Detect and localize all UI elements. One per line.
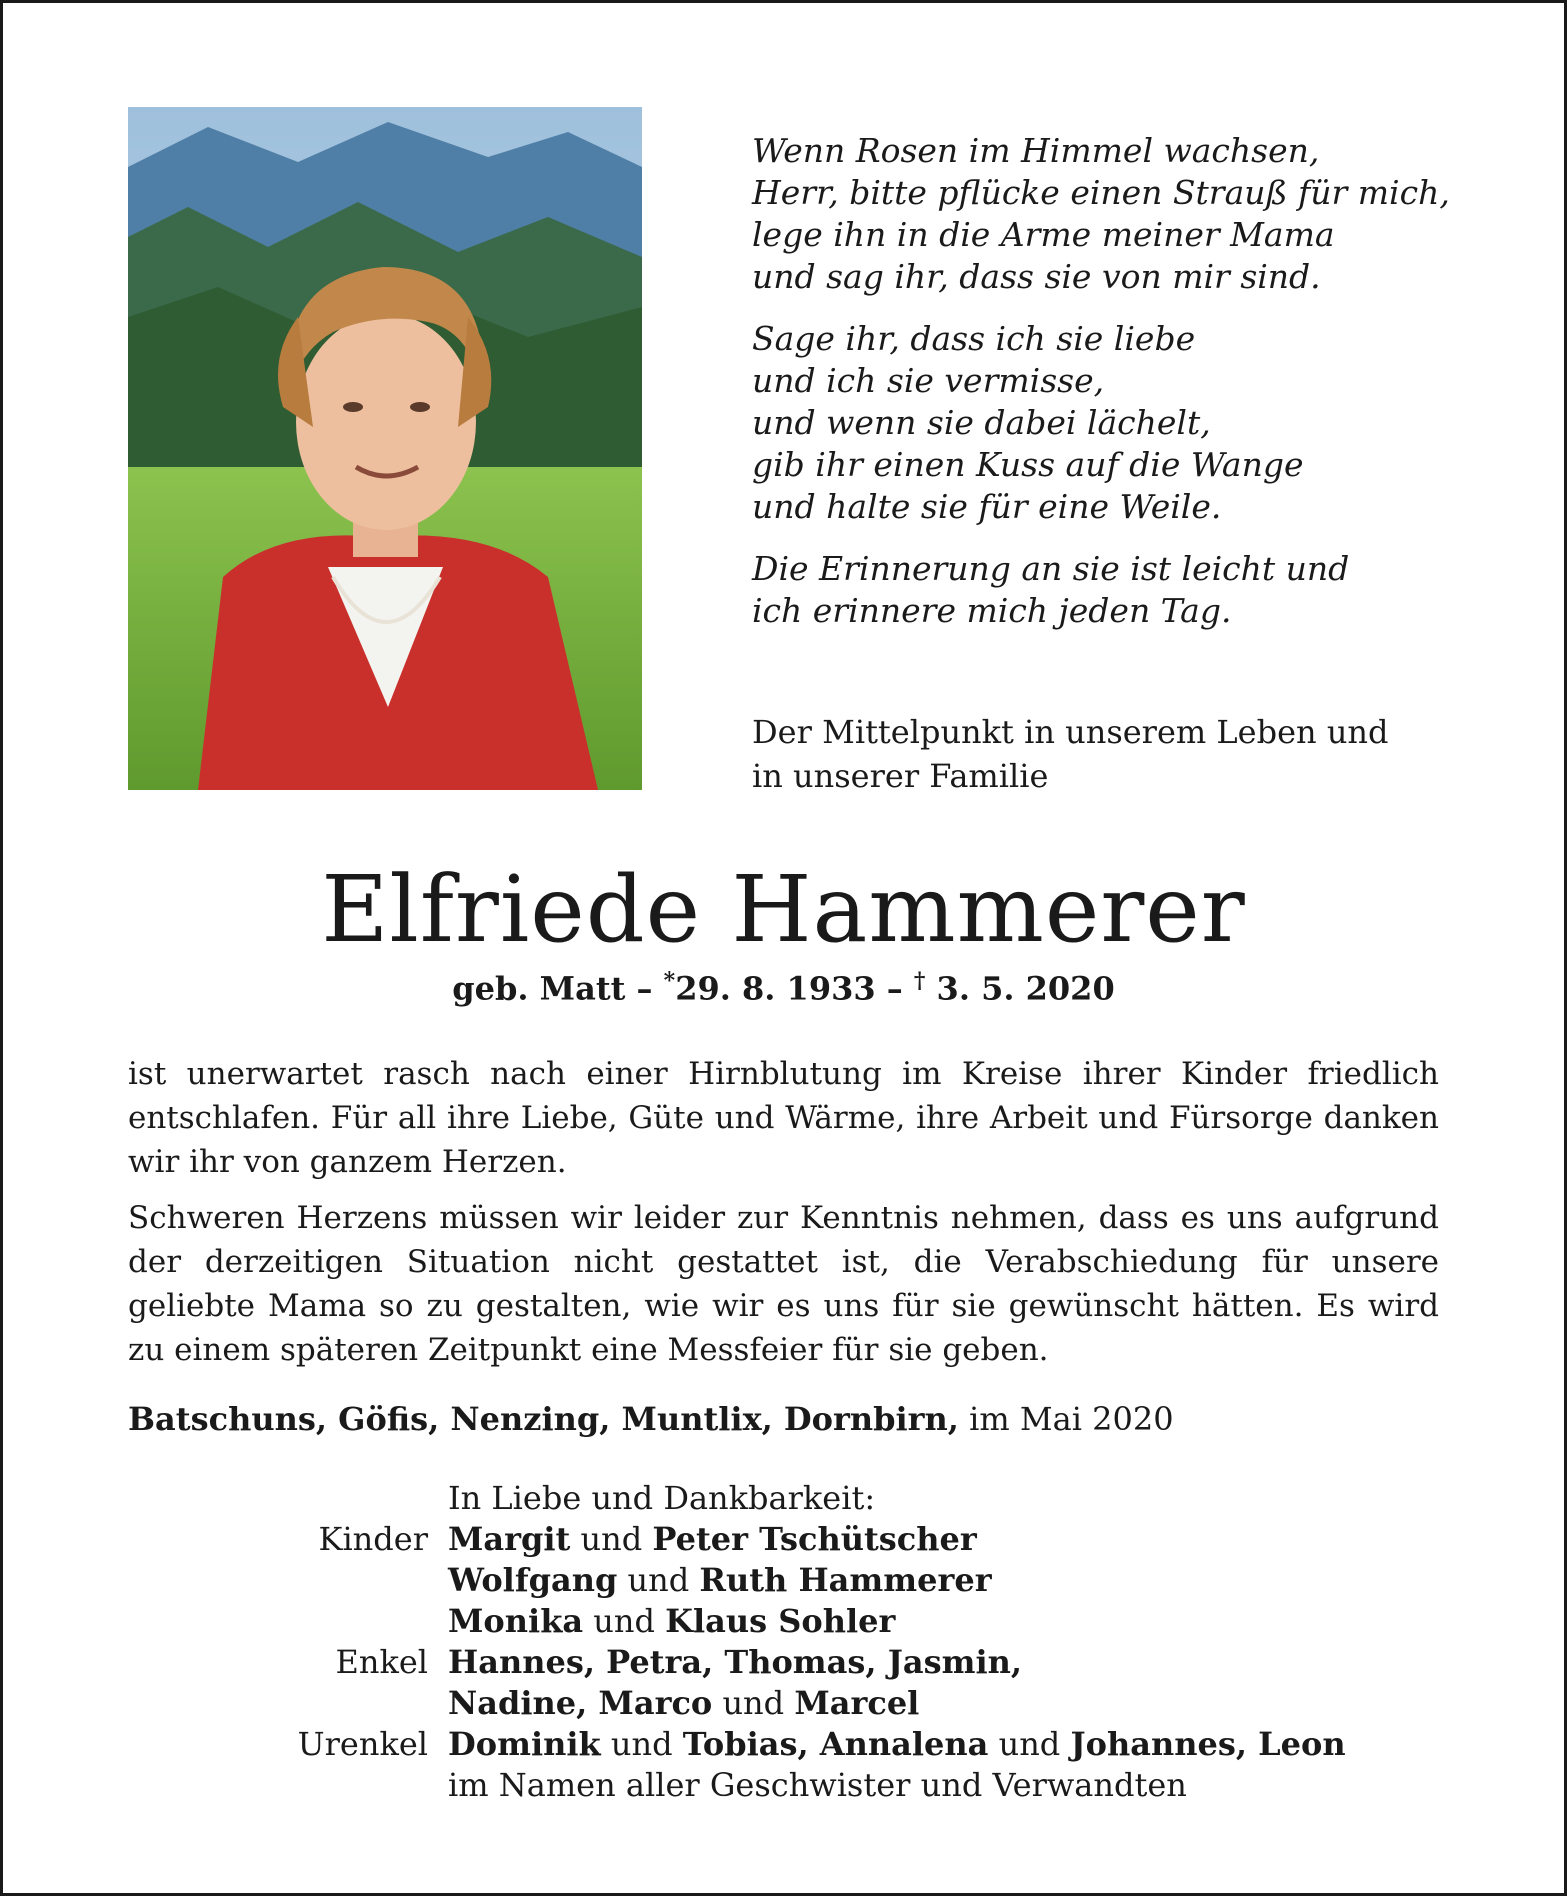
mourners-row [128, 1478, 1458, 1519]
mourner-name: Klaus Sohler [665, 1602, 896, 1640]
mourners-row [128, 1642, 1458, 1683]
mourners-row [128, 1519, 1458, 1560]
mourner-name: Johannes, Leon [1070, 1725, 1346, 1763]
place-and-date [128, 1400, 1174, 1438]
mourners-row [128, 1724, 1458, 1765]
death-date: 3. 5. 2020 [925, 969, 1115, 1008]
mourners-row [128, 1765, 1458, 1806]
portrait-photo [128, 107, 642, 790]
mourner-name: Nadine, Marco [448, 1684, 713, 1722]
mourner-names [448, 1519, 977, 1560]
mourner-name: Ruth Hammerer [699, 1561, 992, 1599]
life-dates [128, 968, 1439, 1008]
mourner-name: Monika [448, 1602, 584, 1640]
poem-line: Die Erinnerung an sie ist leicht und [752, 549, 1350, 588]
mourner-names [448, 1642, 1022, 1683]
mourner-name: Wolfgang [448, 1561, 618, 1599]
mourners-closing: im Namen aller Geschwister und Verwandten [448, 1766, 1187, 1804]
announcement-body [128, 1052, 1439, 1384]
mourner-name: Hannes, Petra, Thomas, Jasmin, [448, 1643, 1022, 1681]
conjunction: und [570, 1520, 653, 1558]
poem-stanza [752, 548, 1472, 632]
mourners-row [128, 1560, 1458, 1601]
family-center-line: Der Mittelpunkt in unserem Leben und [752, 713, 1389, 751]
poem-line: Wenn Rosen im Himmel wachsen, [752, 131, 1320, 170]
mourner-name: Tobias, Annalena [682, 1725, 989, 1763]
mourner-name: Marcel [794, 1684, 920, 1722]
poem-stanza [752, 318, 1472, 528]
mourners-row [128, 1601, 1458, 1642]
poem-line: lege ihn in die Arme meiner Mama [752, 215, 1335, 254]
announcement-paragraph: Schweren Herzens müssen wir leider zur Kenntnis nehmen, dass es uns aufgrund der derzeitigen Situation nicht gestattet ist, die Verabschiedung für unsere geliebte Mama so zu gestalten, wie wir es uns für sie gewünscht hätten. Es wird zu einem späteren Zeitpunkt eine Messfeier für sie geben. [128, 1200, 1439, 1368]
places: Batschuns, Göfis, Nenzing, Muntlix, Dornbirn, [128, 1400, 959, 1438]
poem-line: und wenn sie dabei lächelt, [752, 403, 1211, 442]
birth-mark: * [663, 968, 676, 994]
poem-line: Herr, bitte pflücke einen Strauß für mich, [752, 173, 1450, 212]
mourner-name: Peter Tschütscher [652, 1520, 977, 1558]
role-label [128, 1601, 448, 1642]
mourners-row [128, 1683, 1458, 1724]
date-separator: – [875, 969, 914, 1008]
conjunction: und [712, 1684, 795, 1722]
announcement-date: im Mai 2020 [958, 1400, 1174, 1438]
poem-line: und ich sie vermisse, [752, 361, 1105, 400]
mourner-names [448, 1560, 992, 1601]
maiden-name: geb. Matt – [452, 969, 664, 1008]
role-label [128, 1560, 448, 1601]
deceased-name: Elfriede Hammerer [321, 856, 1246, 963]
role-label: Kinder [318, 1520, 428, 1558]
conjunction: und [617, 1561, 700, 1599]
role-label [128, 1478, 448, 1519]
mourner-names [448, 1724, 1346, 1765]
birth-date: 29. 8. 1933 [675, 969, 876, 1008]
mourner-name: Dominik [448, 1725, 601, 1763]
family-center-line: in unserer Familie [752, 757, 1049, 795]
poem-line: Sage ihr, dass ich sie liebe [752, 319, 1196, 358]
poem [752, 130, 1472, 652]
family-center-text [752, 710, 1472, 798]
poem-line: und sag ihr, dass sie von mir sind. [752, 257, 1321, 296]
mourner-names [448, 1683, 919, 1724]
mourners-list [128, 1478, 1458, 1806]
conjunction: und [583, 1602, 666, 1640]
poem-line: und halte sie für eine Weile. [752, 487, 1222, 526]
portrait-photo-image [128, 107, 642, 790]
announcement-paragraph: ist unerwartet rasch nach einer Hirnblutung im Kreise ihrer Kinder friedlich entschlafen. Für all ihre Liebe, Güte und Wärme, ihre Arbeit und Fürsorge danken wir ihr von ganzem Herzen. [128, 1056, 1439, 1180]
conjunction: und [600, 1725, 683, 1763]
mourners-intro: In Liebe und Dankbarkeit: [448, 1479, 876, 1517]
role-label: Enkel [335, 1643, 428, 1681]
conjunction: und [988, 1725, 1071, 1763]
poem-line: gib ihr einen Kuss auf die Wange [752, 445, 1304, 484]
role-label: Urenkel [297, 1725, 428, 1763]
poem-line: ich erinnere mich jeden Tag. [752, 591, 1232, 630]
mourner-names [448, 1601, 895, 1642]
role-label [128, 1683, 448, 1724]
mourner-name: Margit [448, 1520, 571, 1558]
poem-stanza [752, 130, 1472, 298]
death-mark: † [913, 968, 926, 994]
role-label [128, 1765, 448, 1806]
